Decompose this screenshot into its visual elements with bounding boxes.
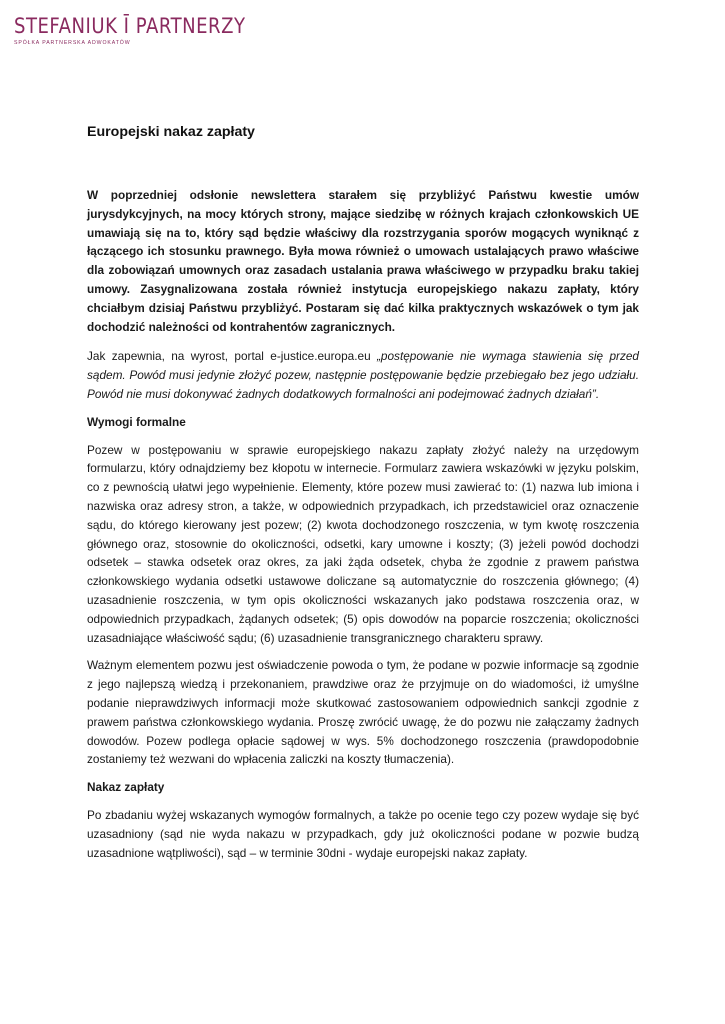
section-heading-formal-requirements: Wymogi formalne <box>87 414 186 429</box>
quote-lead: Jak zapewnia, na wyrost, portal e-justice.europa.eu <box>87 349 377 364</box>
document-body <box>87 123 639 862</box>
company-logo: STEFANIUK Ī PARTNERZY <box>14 14 246 39</box>
company-logo-subtitle: SPÓŁKA PARTNERSKA ADWOKATÓW <box>14 40 131 46</box>
formal-requirements-paragraph-2: Ważnym elementem pozwu jest oświadczenie powoda o tym, że podane w pozwie informacje są zgodnie z jego najlepszą wiedzą i przekonaniem, prawdziwe oraz że przyjmuje on do wiadomości, iż umyślne podanie nieprawdziwych informacji może skutkować zastosowaniem odpowiednich sankcji zgodnie z prawem państwa członkowskiego wydania. Proszę zwrócić uwagę, że do pozwu nie załączamy żadnych dowodów. Pozew podlega opłacie sądowej w wys. 5% dochodzonego roszczenia (prawdopodobnie zostaniemy też wezwani do wpłacenia zaliczki na koszty tłumaczenia). <box>87 658 639 767</box>
quote-text: „postępowanie nie wymaga stawienia się przed sądem. Powód musi jedynie złożyć pozew, następnie postępowanie będzie przebiegało bez jego udziału. Powód nie musi dokonywać żadnych dodatkowych formalności ani podejmować żadnych działań”. <box>87 349 639 401</box>
section-heading-payment-order: Nakaz zapłaty <box>87 780 165 795</box>
payment-order-paragraph-1: Po zbadaniu wyżej wskazanych wymogów formalnych, a także po ocenie tego czy pozew wydaje się być uzasadniony (sąd nie wyda nakazu w przypadkach, gdy już okoliczności podane w pozwie budzą uzasadnione wątpliwości), sąd – w terminie 30dni - wydaje europejski nakaz zapłaty. <box>87 807 639 860</box>
letterhead <box>14 14 290 46</box>
intro-paragraph: W poprzedniej odsłonie newslettera starałem się przybliżyć Państwu kwestie umów jurysdykcyjnych, na mocy których strony, mające siedzibę w różnych krajach członkowskich UE umawiają się na to, który sąd będzie właściwy dla rozstrzygania sporów mogących wyniknąć z łączącego ich stosunku prawnego. Była mowa również o umowach ustalających prawo właściwe dla zobowiązań umownych oraz zasadach ustalania prawa właściwego w przypadku braku takiej umowy. Zasygnalizowana została również instytucja europejskiego nakazu zapłaty, który chciałbym dzisiaj Państwu przybliżyć. Postaram się dać kilka praktycznych wskazówek o tym jak dochodzić należności od kontrahentów zagranicznych. <box>87 188 639 334</box>
document-title: Europejski nakaz zapłaty <box>87 124 255 140</box>
quote-paragraph <box>87 347 639 403</box>
formal-requirements-paragraph-1: Pozew w postępowaniu w sprawie europejskiego nakazu zapłaty złożyć należy na urzędowym formularzu, który odnajdziemy bez kłopotu w internecie. Formularz zawiera wskazówki w języku polskim, co z pewnością ułatwi jego wypełnienie. Elementy, które pozew musi zawierać to: (1) nazwa lub imiona i nazwiska oraz adresy stron, a także, w odpowiednich przypadkach, ich przedstawiciel oraz oznaczenie sądu, do którego kierowany jest pozew; (2) kwota dochodzonego roszczenia, w tym kwotę roszczenia głównego oraz, stosownie do okoliczności, odsetki, kary umowne i koszty; (3) jeżeli powód dochodzi odsetek – stawka odsetek oraz okres, za jaki żąda odsetek, chyba że zgodnie z prawem państwa członkowskiego wydania odsetki ustawowe doliczane są automatycznie do roszczenia głównego; (4) uzasadnienie roszczenia, w tym opis okoliczności wskazanych jako podstawa roszczenia oraz, w odpowiednich przypadkach, żądanych odsetek; (5) opis dowodów na poparcie roszczenia; okoliczności uzasadniające właściwość sądu; (6) uzasadnienie transgranicznego charakteru sprawy. <box>87 442 639 645</box>
